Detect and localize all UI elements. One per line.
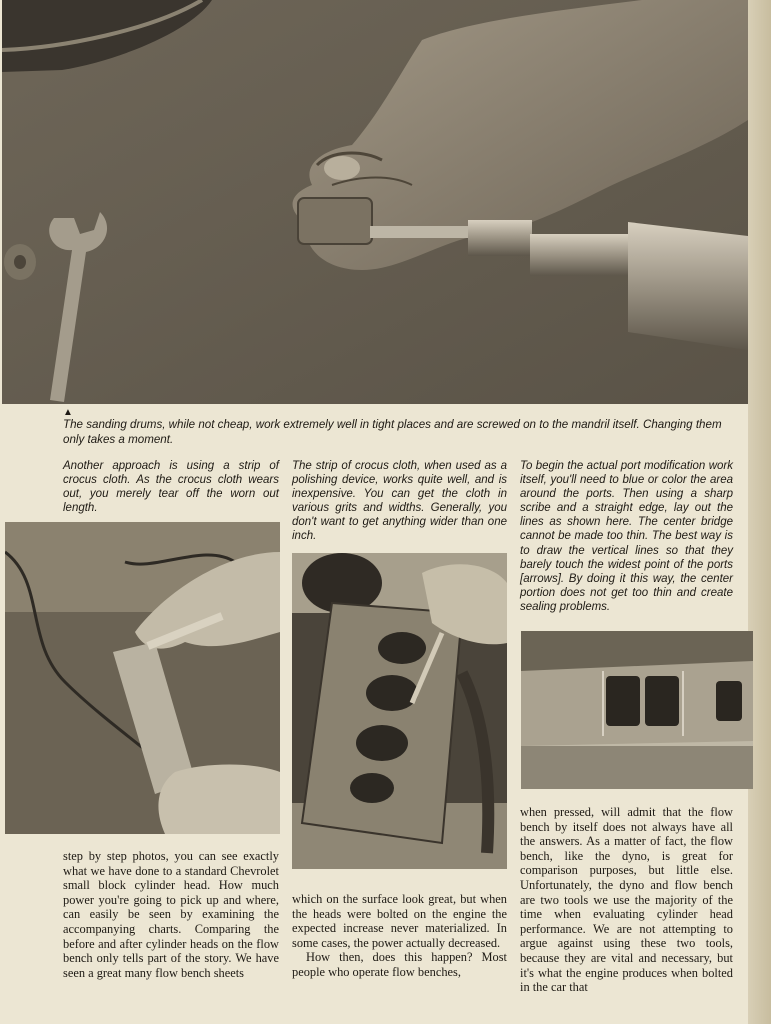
photo-cylinder-head-ports bbox=[292, 553, 507, 869]
caption-col1: Another approach is using a strip of crocus cloth. As the crocus cloth wears out, you merely tear off the worn out length. bbox=[63, 460, 279, 515]
caption-col3: To begin the actual port modification work itself, you'll need to blue or color the area around the ports. Then using a sharp scribe and a straight edge, lay out the lines as shown here. The center bridge cannot be made too thin. The best way is to draw the vertical lines so that they barely touch the widest point of the ports [arrows]. By doing it this way, the center portion does not get too thin and create sealing problems. bbox=[520, 460, 733, 613]
body-col3-text: when pressed, will admit that the flow bench by itself does not always have all the answers. As a matter of fact, the flow bench, like the dyno, is great for comparison purposes, but little else. Unfortunately, the dyno and flow bench are two tools we use the majority of the time when evaluating cylinder head performance. We are not attempting to argue against using these two tools, because they are vital and necessary, but it's what the engine produces when bolted in the car that bbox=[520, 805, 733, 995]
caption-top-text: The sanding drums, while not cheap, work extremely well in tight places and are screwed on to the mandril itself. Changing them only takes a moment. bbox=[63, 418, 722, 446]
caption-col2: The strip of crocus cloth, when used as a polishing device, works quite well, and is inexpensive. You can get the cloth in various grits and widths. Generally, you don't want to get anything wider than one inch. bbox=[292, 460, 507, 543]
page-edge bbox=[748, 0, 771, 1024]
body-col2-para2: How then, does this happen? Most people who operate flow benches, bbox=[292, 950, 507, 979]
photo-sanding-drum bbox=[2, 0, 748, 404]
body-col1 bbox=[63, 849, 279, 980]
caption-marker: ▲ bbox=[63, 407, 73, 418]
body-col2-para1: which on the surface look great, but when the heads were bolted on the engine the expected increase never materialized. In some cases, the power actually decreased. bbox=[292, 892, 507, 950]
body-col1-text: step by step photos, you can see exactly what we have done to a standard Chevrolet small block cylinder head. How much power you're going to pick up and where, can easily be seen by examining the accompanying charts. Comparing the before and after cylinder heads on the flow bench only tells part of the story. We have seen a great many flow bench sheets bbox=[63, 849, 279, 980]
photo-scribed-ports bbox=[521, 631, 753, 789]
body-col2 bbox=[292, 892, 507, 980]
caption-top bbox=[63, 408, 743, 447]
body-col3 bbox=[520, 805, 733, 995]
photo-crocus-cloth bbox=[5, 522, 280, 834]
